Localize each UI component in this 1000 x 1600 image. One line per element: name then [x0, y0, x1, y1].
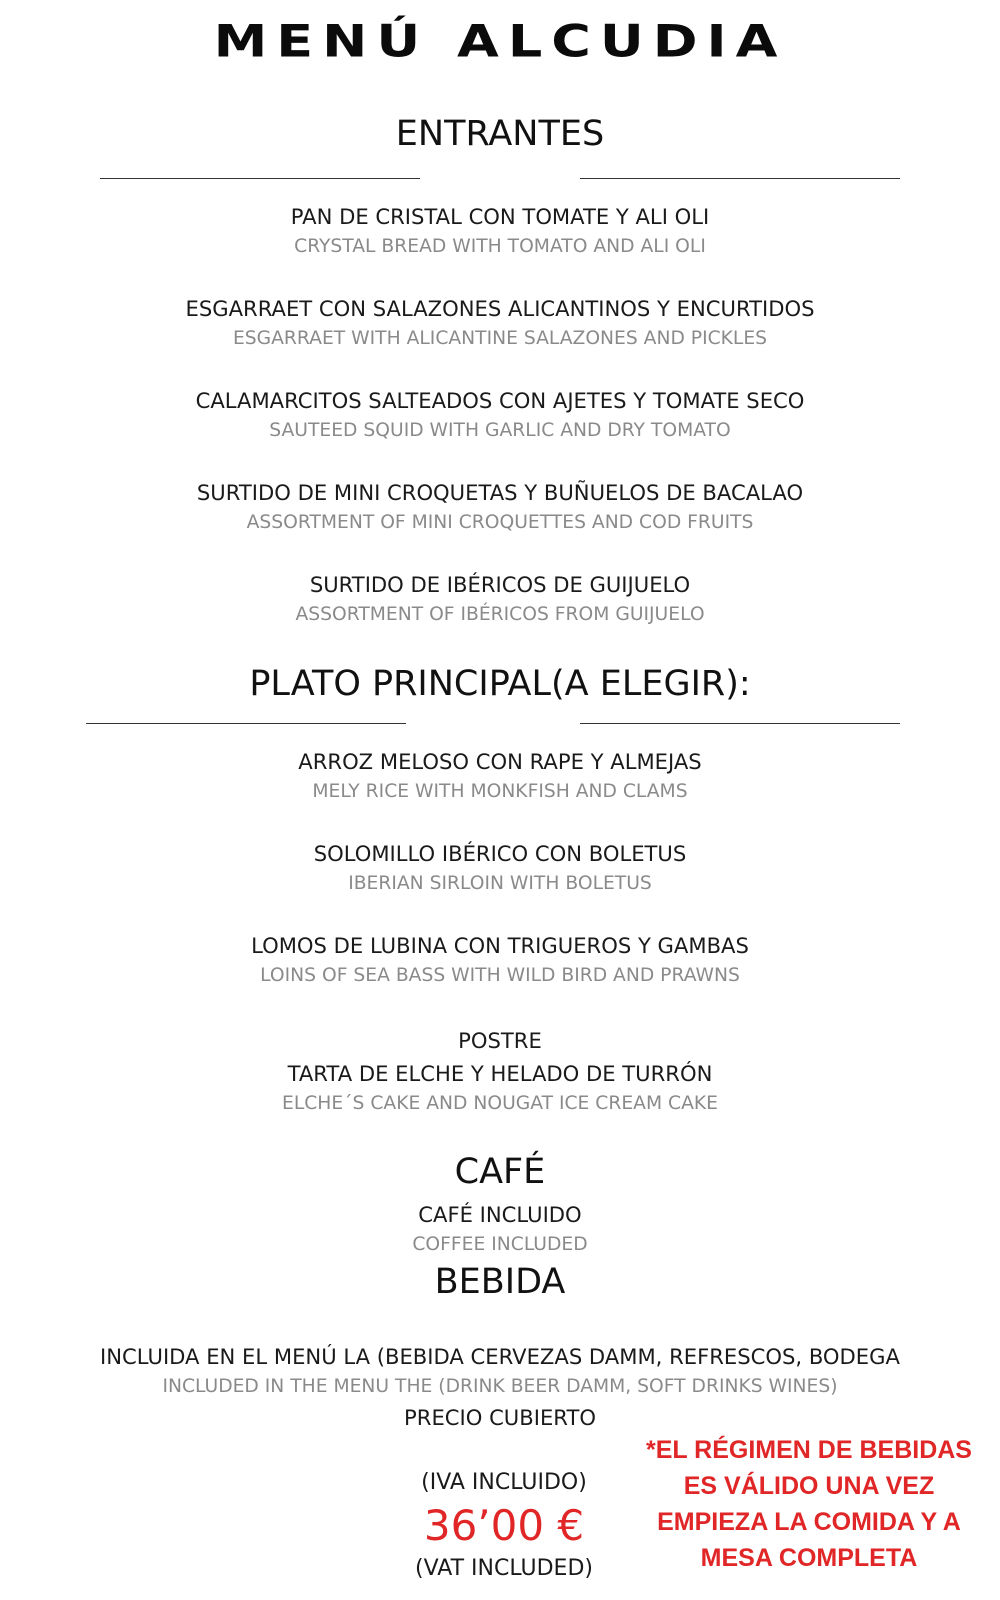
menu-item	[0, 386, 1000, 446]
section-title-entrantes: ENTRANTES	[395, 114, 605, 154]
dish-translation: CRYSTAL BREAD WITH TOMATO AND ALI OLI	[294, 236, 706, 257]
menu-item	[0, 839, 1000, 899]
menu-item	[0, 570, 1000, 630]
vat-label: (VAT INCLUDED)	[415, 1556, 593, 1581]
coffee-included-translation: COFFEE INCLUDED	[412, 1234, 588, 1255]
divider-right	[580, 178, 900, 179]
dish-name: SURTIDO DE MINI CROQUETAS Y BUÑUELOS DE BACALAO	[196, 480, 804, 505]
coffee-included: CAFÉ INCLUIDO	[418, 1202, 582, 1227]
menu-item	[0, 747, 1000, 807]
drinks-included: INCLUIDA EN EL MENÚ LA (BEBIDA CERVEZAS DAMM, REFRESCOS, BODEGA	[100, 1344, 900, 1369]
section-title-principal: PLATO PRINCIPAL(A ELEGIR):	[249, 664, 751, 704]
iva-label: (IVA INCLUIDO)	[421, 1470, 587, 1495]
drinks-block	[0, 1342, 1000, 1402]
dish-name: LOMOS DE LUBINA CON TRIGUEROS Y GAMBAS	[251, 933, 749, 958]
dish-name: CALAMARCITOS SALTEADOS CON AJETES Y TOMATE SECO	[195, 388, 805, 413]
menu-item	[0, 478, 1000, 538]
dish-name: ESGARRAET CON SALAZONES ALICANTINOS Y ENCURTIDOS	[185, 296, 815, 321]
divider-left	[86, 723, 406, 724]
dish-translation: ESGARRAET WITH ALICANTINE SALAZONES AND PICKLES	[232, 328, 768, 349]
price-label: PRECIO CUBIERTO	[404, 1405, 596, 1430]
menu-item	[0, 294, 1000, 354]
section-title-cafe: CAFÉ	[454, 1152, 546, 1192]
drinks-policy-note	[628, 1432, 990, 1576]
dish-translation: LOINS OF SEA BASS WITH WILD BIRD AND PRAWNS	[260, 965, 740, 986]
menu-item	[0, 931, 1000, 991]
dish-name: TARTA DE ELCHE Y HELADO DE TURRÓN	[287, 1061, 713, 1086]
drinks-included-translation: INCLUDED IN THE MENU THE (DRINK BEER DAMM, SOFT DRINKS WINES)	[162, 1376, 838, 1397]
note-line: EMPIEZA LA COMIDA Y A	[657, 1508, 961, 1536]
dish-translation: ASSORTMENT OF MINI CROQUETTES AND COD FRUITS	[246, 512, 754, 533]
dish-name: ARROZ MELOSO CON RAPE Y ALMEJAS	[298, 749, 702, 774]
note-line: ES VÁLIDO UNA VEZ	[683, 1472, 935, 1500]
divider-left	[100, 178, 420, 179]
price-amount: 36’00 €	[423, 1501, 585, 1550]
note-line: MESA COMPLETA	[700, 1544, 918, 1572]
menu-item	[0, 202, 1000, 262]
dish-translation: MELY RICE WITH MONKFISH AND CLAMS	[312, 781, 688, 802]
note-line: *EL RÉGIMEN DE BEBIDAS	[646, 1436, 972, 1464]
section-title-bebida: BEBIDA	[434, 1262, 566, 1302]
dish-name: SURTIDO DE IBÉRICOS DE GUIJUELO	[309, 572, 691, 597]
divider-right	[580, 723, 900, 724]
price-label-block	[0, 1403, 1000, 1433]
dish-translation: IBERIAN SIRLOIN WITH BOLETUS	[348, 873, 652, 894]
dish-name: PAN DE CRISTAL CON TOMATE Y ALI OLI	[290, 204, 710, 229]
menu-title: MENÚ ALCUDIA	[213, 15, 787, 68]
dessert-block	[0, 1026, 1000, 1119]
dish-translation: SAUTEED SQUID WITH GARLIC AND DRY TOMATO	[269, 420, 731, 441]
dessert-label: POSTRE	[458, 1028, 542, 1053]
dish-translation: ELCHE´S CAKE AND NOUGAT ICE CREAM CAKE	[282, 1093, 718, 1114]
dish-translation: ASSORTMENT OF IBÉRICOS FROM GUIJUELO	[295, 604, 705, 625]
dish-name: SOLOMILLO IBÉRICO CON BOLETUS	[313, 841, 687, 866]
coffee-block	[0, 1200, 1000, 1260]
